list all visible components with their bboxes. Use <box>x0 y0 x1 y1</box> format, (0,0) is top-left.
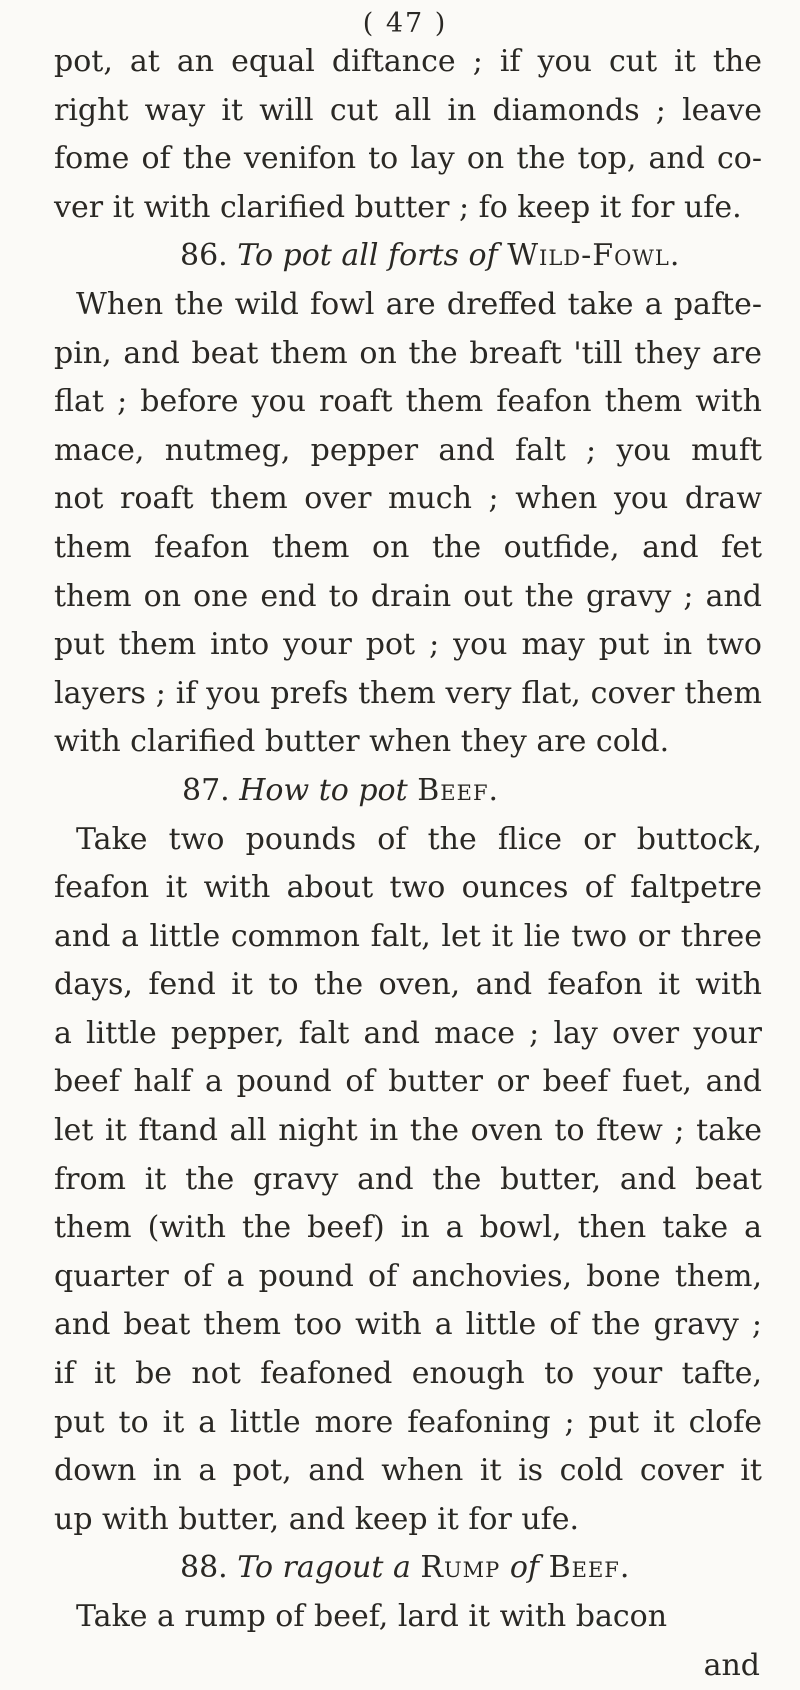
text-line: ver it with clarified butter ; fo keep it for ufe. <box>54 189 742 225</box>
text-line: pin, and beat them on the breaft 'till they are <box>54 335 762 371</box>
text-line: let it ftand all night in the oven to ftew ; take <box>54 1113 762 1149</box>
text-line: Take a rump of beef, lard it with bacon <box>76 1599 668 1634</box>
text-line: down in a pot, and when it is cold cover it <box>54 1453 762 1489</box>
recipe-88 <box>54 1544 762 1641</box>
recipe-title-italic: To pot all forts of <box>237 238 498 274</box>
text-line: mace, nutmeg, pepper and falt ; you muft <box>54 432 762 468</box>
text-line: and beat them too with a little of the gravy ; <box>54 1307 762 1343</box>
text-line: them on one end to drain out the gravy ; and <box>54 578 762 614</box>
text-line: beef half a pound of butter or beef fuet, and <box>54 1064 762 1100</box>
recipe-86 <box>54 232 762 767</box>
recipe-heading <box>54 1544 762 1593</box>
text-line: pot, at an equal diftance ; if you cut it the <box>54 44 762 79</box>
text-line: them feafon them on the outfide, and fet <box>54 529 762 565</box>
text-line: days, fend it to the oven, and feafon it with <box>54 967 762 1003</box>
text-line: with clarified butter when they are cold. <box>54 724 670 760</box>
text-line: quarter of a pound of anchovies, bone them, <box>54 1258 762 1294</box>
text-line: flat ; before you roaft them feafon them with <box>54 384 762 420</box>
text-line: put to it a little more feafoning ; put it clofe <box>54 1404 762 1440</box>
recipe-87 <box>54 767 762 1545</box>
recipe-title-caps-2: Beef. <box>548 1550 631 1586</box>
text-line: When the wild fowl are dreffed take a pafte- <box>76 286 762 322</box>
text-line: right way it will cut all in diamonds ; leave <box>54 92 762 128</box>
text-line: them (with the beef) in a bowl, then take a <box>54 1210 762 1246</box>
text-line: from it the gravy and the butter, and beat <box>54 1161 762 1197</box>
recipe-title-italic: How to pot <box>239 772 408 808</box>
recipe-number: 87. <box>182 772 230 808</box>
recipe-number: 86. <box>180 238 228 274</box>
catchword: and <box>703 1647 760 1683</box>
text-line: a little pepper, falt and mace ; lay over your <box>54 1015 762 1051</box>
recipe-heading <box>54 767 762 816</box>
text-line: and a little common falt, let it lie two or three <box>54 918 762 954</box>
page-number: ( 47 ) <box>362 8 448 39</box>
text-line: put them into your pot ; you may put in two <box>54 627 762 663</box>
text-line: Take two pounds of the flice or buttock, <box>76 821 762 857</box>
text-line: up with butter, and keep it for ufe. <box>54 1501 580 1537</box>
text-line: layers ; if you prefs them very flat, cover them <box>54 675 762 711</box>
text-line: fome of the venifon to lay on the top, and co- <box>54 141 762 177</box>
continued-paragraph <box>54 38 762 232</box>
recipe-title-caps: Wild-Fowl. <box>507 238 681 274</box>
recipe-title-caps: Rump <box>420 1550 501 1586</box>
text-line: not roaft them over much ; when you draw <box>54 481 762 517</box>
recipe-title-caps: Beef. <box>417 772 500 808</box>
text-line: feafon it with about two ounces of faltpetre <box>54 870 762 906</box>
recipe-title-italic: To ragout a <box>237 1550 411 1586</box>
recipe-heading <box>54 232 762 281</box>
recipe-number: 88. <box>180 1550 228 1586</box>
text-line: if it be not feafoned enough to your tafte, <box>54 1356 762 1392</box>
recipe-title-italic-2: of <box>509 1550 540 1586</box>
